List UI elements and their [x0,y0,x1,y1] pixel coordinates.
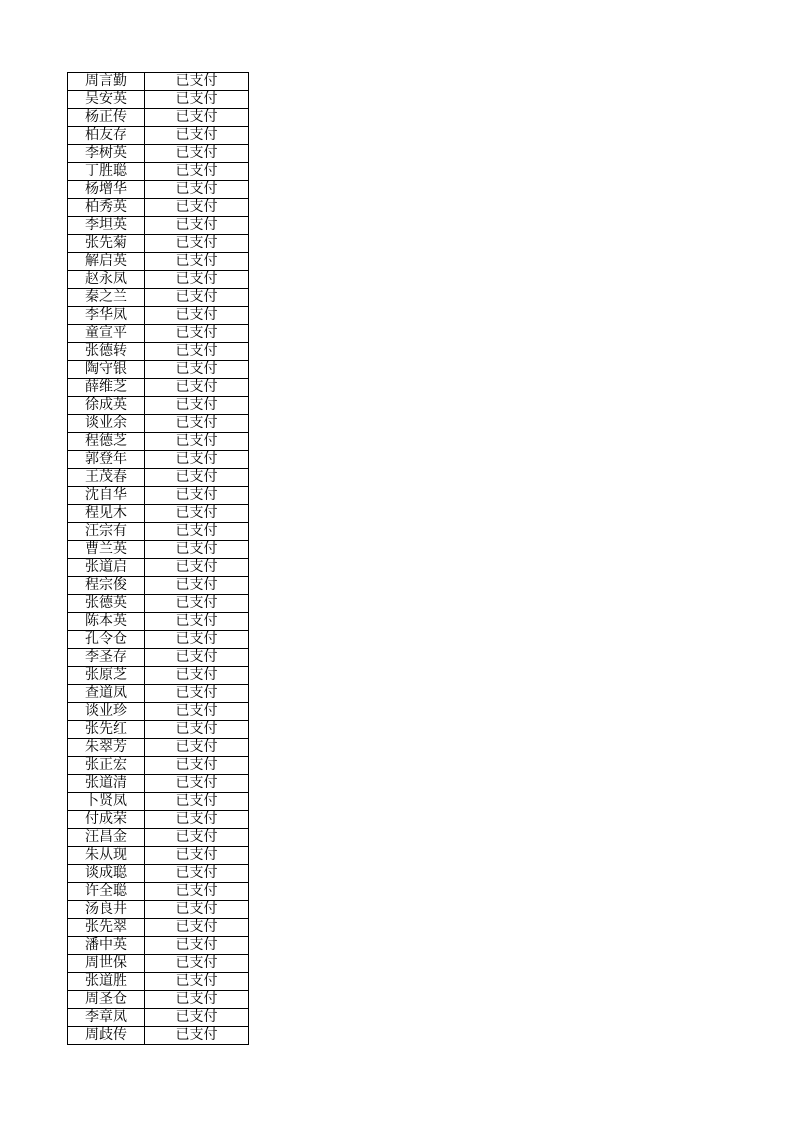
payment-status-cell: 已支付 [145,703,249,721]
payment-status-cell: 已支付 [145,289,249,307]
table-row [68,469,249,487]
table-row [68,811,249,829]
payment-status-cell: 已支付 [145,865,249,883]
table-row [68,649,249,667]
payment-status-cell: 已支付 [145,325,249,343]
payment-status-cell: 已支付 [145,523,249,541]
name-cell: 张先菊 [68,235,145,253]
payment-status-cell: 已支付 [145,235,249,253]
table-row [68,199,249,217]
payment-status-cell: 已支付 [145,631,249,649]
name-cell: 谈业余 [68,415,145,433]
table-row [68,685,249,703]
table-row [68,91,249,109]
payment-status-cell: 已支付 [145,739,249,757]
payment-status-cell: 已支付 [145,991,249,1009]
table-row [68,829,249,847]
payment-status-cell: 已支付 [145,379,249,397]
name-cell: 张正宏 [68,757,145,775]
name-cell: 张道清 [68,775,145,793]
table-row [68,793,249,811]
table-row [68,973,249,991]
name-cell: 孔令仓 [68,631,145,649]
name-cell: 张道启 [68,559,145,577]
payment-status-cell: 已支付 [145,487,249,505]
payment-status-cell: 已支付 [145,199,249,217]
name-cell: 朱从现 [68,847,145,865]
name-cell: 谈成聪 [68,865,145,883]
name-cell: 徐成英 [68,397,145,415]
name-cell: 杨增华 [68,181,145,199]
name-cell: 潘中英 [68,937,145,955]
table-row [68,541,249,559]
payment-status-cell: 已支付 [145,937,249,955]
table-row [68,523,249,541]
name-cell: 付成荣 [68,811,145,829]
name-cell: 赵永凤 [68,271,145,289]
payment-status-cell: 已支付 [145,577,249,595]
payment-status-cell: 已支付 [145,397,249,415]
name-cell: 曹兰英 [68,541,145,559]
table-row [68,361,249,379]
name-cell: 丁胜聪 [68,163,145,181]
name-cell: 陶守银 [68,361,145,379]
payment-status-cell: 已支付 [145,685,249,703]
payment-status-cell: 已支付 [145,649,249,667]
name-cell: 汤良井 [68,901,145,919]
table-row [68,181,249,199]
payment-status-cell: 已支付 [145,973,249,991]
name-cell: 张原芝 [68,667,145,685]
payment-status-cell: 已支付 [145,1027,249,1045]
name-cell: 谈业珍 [68,703,145,721]
name-cell: 郭登年 [68,451,145,469]
name-cell: 周歧传 [68,1027,145,1045]
name-cell: 汪昌金 [68,829,145,847]
table-row [68,937,249,955]
payment-status-cell: 已支付 [145,415,249,433]
table-row [68,847,249,865]
name-cell: 查道凤 [68,685,145,703]
name-cell: 程见木 [68,505,145,523]
payment-status-cell: 已支付 [145,343,249,361]
table-row [68,955,249,973]
name-cell: 张先红 [68,721,145,739]
table-row [68,451,249,469]
payment-status-cell: 已支付 [145,559,249,577]
table-row [68,613,249,631]
payment-status-cell: 已支付 [145,811,249,829]
table-row [68,721,249,739]
payment-status-cell: 已支付 [145,955,249,973]
payment-status-cell: 已支付 [145,217,249,235]
name-cell: 柏友存 [68,127,145,145]
payment-status-cell: 已支付 [145,181,249,199]
name-cell: 李章凤 [68,1009,145,1027]
table-row [68,325,249,343]
payment-status-cell: 已支付 [145,109,249,127]
payment-status-cell: 已支付 [145,163,249,181]
table-row [68,307,249,325]
name-cell: 童宣平 [68,325,145,343]
table-row [68,487,249,505]
name-cell: 陈本英 [68,613,145,631]
payment-status-cell: 已支付 [145,541,249,559]
payment-status-cell: 已支付 [145,793,249,811]
name-cell: 李坦英 [68,217,145,235]
payment-status-cell: 已支付 [145,883,249,901]
table-row [68,739,249,757]
payment-status-cell: 已支付 [145,829,249,847]
name-cell: 周圣仓 [68,991,145,1009]
name-cell: 李树英 [68,145,145,163]
name-cell: 张道胜 [68,973,145,991]
payment-status-cell: 已支付 [145,613,249,631]
payment-status-cell: 已支付 [145,91,249,109]
table-row [68,73,249,91]
name-cell: 李圣存 [68,649,145,667]
payment-status-cell: 已支付 [145,757,249,775]
table-row [68,595,249,613]
table-row [68,127,249,145]
table-row [68,397,249,415]
name-cell: 许全聪 [68,883,145,901]
name-cell: 汪宗有 [68,523,145,541]
table-row [68,1009,249,1027]
payment-status-cell: 已支付 [145,271,249,289]
name-cell: 程德芝 [68,433,145,451]
table-row [68,775,249,793]
table-row [68,289,249,307]
table-row [68,379,249,397]
table-row [68,235,249,253]
table-row [68,271,249,289]
name-cell: 张先翠 [68,919,145,937]
payment-table [67,72,249,1045]
name-cell: 柏秀英 [68,199,145,217]
name-cell: 吴安英 [68,91,145,109]
payment-status-cell: 已支付 [145,451,249,469]
table-row [68,559,249,577]
name-cell: 秦之兰 [68,289,145,307]
name-cell: 周言勤 [68,73,145,91]
table-row [68,163,249,181]
payment-status-cell: 已支付 [145,1009,249,1027]
payment-status-cell: 已支付 [145,505,249,523]
payment-status-cell: 已支付 [145,721,249,739]
name-cell: 解启英 [68,253,145,271]
payment-status-cell: 已支付 [145,73,249,91]
table-row [68,217,249,235]
payment-status-cell: 已支付 [145,361,249,379]
payment-status-cell: 已支付 [145,145,249,163]
table-row [68,631,249,649]
payment-status-cell: 已支付 [145,469,249,487]
table-row [68,865,249,883]
payment-status-cell: 已支付 [145,253,249,271]
payment-status-cell: 已支付 [145,433,249,451]
name-cell: 卜贤凤 [68,793,145,811]
payment-status-cell: 已支付 [145,775,249,793]
table-row [68,901,249,919]
payment-status-cell: 已支付 [145,307,249,325]
name-cell: 王茂春 [68,469,145,487]
table-row [68,1027,249,1045]
table-row [68,415,249,433]
name-cell: 程宗俊 [68,577,145,595]
payment-status-cell: 已支付 [145,847,249,865]
name-cell: 张德英 [68,595,145,613]
table-row [68,991,249,1009]
name-cell: 薛维芝 [68,379,145,397]
table-row [68,253,249,271]
table-row [68,433,249,451]
table-row [68,577,249,595]
name-cell: 张德转 [68,343,145,361]
table-row [68,109,249,127]
payment-status-cell: 已支付 [145,919,249,937]
table-row [68,757,249,775]
payment-table-body [68,73,249,1045]
payment-status-cell: 已支付 [145,901,249,919]
table-row [68,667,249,685]
table-row [68,505,249,523]
table-row [68,883,249,901]
name-cell: 李华凤 [68,307,145,325]
name-cell: 朱翠芳 [68,739,145,757]
payment-status-cell: 已支付 [145,595,249,613]
table-row [68,703,249,721]
name-cell: 沈自华 [68,487,145,505]
name-cell: 周世保 [68,955,145,973]
table-row [68,919,249,937]
payment-status-cell: 已支付 [145,127,249,145]
table-row [68,145,249,163]
table-row [68,343,249,361]
payment-status-cell: 已支付 [145,667,249,685]
name-cell: 杨正传 [68,109,145,127]
